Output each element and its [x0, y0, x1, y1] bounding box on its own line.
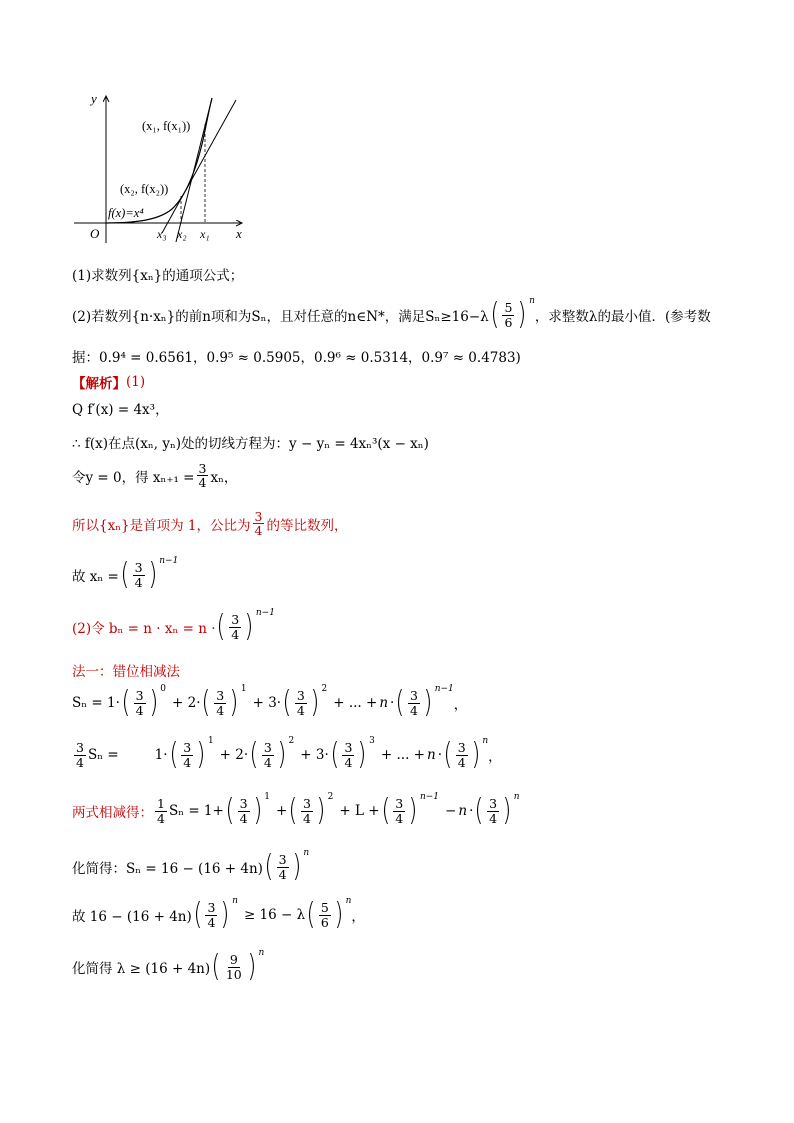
method-text: 法一：错位相减法: [72, 664, 180, 680]
solution-part: (1): [126, 374, 146, 390]
three-quarter-sn-line: $\frac{3}{4}$ Sₙ = 1· ( $\frac{3}{4}$ ) 1 + 2· ( $\frac{3}{4}$ ) 2 + 3· ( $\frac{3}{4}$ ) 3 + ... + n · ( $\frac{3}{4}$ ) n ，: [76, 736, 502, 772]
question-2-text-b: ，求整数λ的最小值．(参考数: [534, 309, 711, 325]
geo-text-a: 所以{xₙ}是首项为 1，公比为: [72, 517, 251, 534]
tangent-line-eq: [72, 432, 429, 452]
solution-label: 【解析】: [72, 376, 126, 392]
part2-text: (2)令 bₙ = n · xₙ = n ·: [72, 621, 216, 637]
question-2-line-2: [72, 346, 521, 366]
tangent-text: ∴ f(x)在点(xₙ, yₙ)处的切线方程为：y − yₙ = 4xₙ³(x − xₙ): [72, 436, 429, 452]
point2-label: (x₂, f(x₂)): [120, 182, 169, 196]
gu-text: 故 xₙ =: [72, 569, 119, 585]
general-term-line: 故 xₙ = ( $\frac{3}{4}$ ) n−1: [72, 556, 179, 592]
derivative-line: [72, 398, 169, 418]
sn-line: Sₙ = 1· ( $\frac{3}{4}$ ) 0 + 2· ( $\frac{3}{4}$ ) 1 + 3· ( $\frac{3}{4}$ ) 2 + ... + n · ( $\frac{3}{4}$ ) n−1 ，: [72, 684, 468, 720]
let-y-line: 令y = 0，得 xₙ₊₁ = $\frac{3}{4}$ xₙ，: [72, 461, 238, 491]
solution-heading: [72, 372, 145, 392]
question-2-text-a: (2)若数列{n·xₙ}的前n项和为Sₙ，且对任意的n∈N*，满足Sₙ≥16−λ: [72, 309, 489, 325]
derivative-text: Q f′(x) = 4x³，: [72, 402, 169, 418]
let-text-a: 令y = 0，得 xₙ₊₁ =: [72, 469, 195, 486]
tick-x3: x₃: [157, 227, 167, 241]
therefore-line: 故 16 − (16 + 4n) ( $\frac{3}{4}$ ) n ≥ 16 − λ ( $\frac{5}{6}$ ) n ，: [72, 896, 365, 932]
geometric-line: 所以{xₙ}是首项为 1，公比为 $\frac{3}{4}$ 的等比数列，: [72, 509, 348, 539]
tick-x2: x₂: [177, 227, 187, 241]
frac-paren: ( $\frac{5}{6}$ ): [490, 297, 527, 332]
part2-line: (2)令 bₙ = n · xₙ = n · ( $\frac{3}{4}$ ) n−1: [72, 608, 275, 644]
question-2-line-1: [72, 296, 711, 332]
y-label: y: [91, 91, 97, 106]
question-1: [72, 264, 243, 284]
tick-x1: x₁: [200, 227, 210, 241]
question-2-text-c: 据：0.9⁴ = 0.6561，0.9⁵ ≈ 0.5905，0.9⁶ ≈ 0.5314，0.9⁷ ≈ 0.4783): [72, 350, 521, 366]
question-1-text: (1)求数列{xₙ}的通项公式；: [72, 268, 244, 284]
difference-line: 两式相减得： $\frac{1}{4}$ Sₙ = 1+ ( $\frac{3}{4}$ ) 1 + ( $\frac{3}{4}$ ) 2 + L + ( $\frac{3}{4}$ ) n−1 − n · ( $\frac{3}{4}$ ) n: [72, 792, 520, 828]
curve-label: f(x)=x⁴: [108, 206, 144, 220]
exponent: n: [529, 296, 535, 306]
point1-label: (x₁, f(x₁)): [142, 119, 191, 133]
method-line: [72, 660, 180, 680]
geo-text-b: 的等比数列，: [266, 517, 348, 534]
x-label: x: [236, 226, 242, 241]
origin-label: O: [90, 226, 100, 241]
simplify-2-line: 化简得 λ ≥ (16 + 4n) ( $\frac{9}{10}$ ) n: [72, 948, 265, 984]
tangent-figure: [0, 0, 794, 260]
simplify-1-line: 化简得：Sₙ = 16 − (16 + 4n) ( $\frac{3}{4}$ ) n: [72, 848, 310, 884]
let-text-b: xₙ，: [210, 469, 238, 486]
